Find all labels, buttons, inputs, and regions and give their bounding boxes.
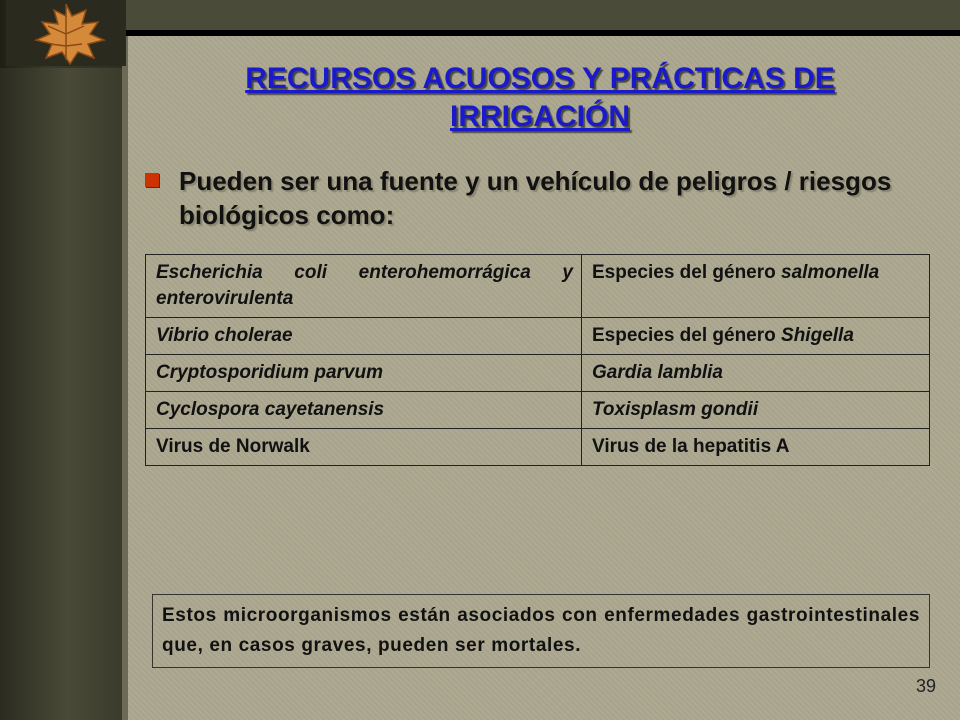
table-row — [146, 355, 930, 392]
cell-text: Especies del género — [592, 262, 782, 283]
table-row — [146, 255, 930, 318]
left-sidebar-inner — [0, 68, 122, 720]
note-box: Estos microorganismos están asociados con enfermedades gastrointestinales que, en casos graves, pueden ser mortales. — [152, 594, 930, 668]
table-cell — [582, 318, 930, 355]
table-cell: Vibrio cholerae — [146, 318, 582, 355]
title-line-1: RECURSOS ACUOSOS Y PRÁCTICAS DE — [245, 62, 835, 95]
table-row — [146, 392, 930, 429]
panel-edge-shadow — [122, 36, 128, 720]
cell-text: Especies del género — [592, 325, 782, 346]
page-number: 39 — [916, 676, 937, 696]
table-cell: Virus de Norwalk — [146, 429, 582, 466]
top-strip — [122, 0, 960, 30]
table-row — [146, 318, 930, 355]
autumn-leaf-icon — [6, 0, 126, 66]
table-row — [146, 429, 930, 466]
slide-title — [160, 60, 920, 136]
table-cell: Cyclospora cayetanensis — [146, 392, 582, 429]
square-bullet-icon — [145, 173, 159, 187]
cell-italic-text: salmonella — [781, 262, 880, 283]
table-cell: Gardia lamblia — [582, 355, 930, 392]
bullet-text: Pueden ser una fuente y un vehículo de peligros / riesgos biológicos como: — [179, 166, 892, 230]
table-cell: Escherichia coli enterohemorrágica y enterovirulenta — [146, 255, 582, 318]
table-cell: Toxisplasm gondii — [582, 392, 930, 429]
table-cell: Virus de la hepatitis A — [582, 429, 930, 466]
table-cell — [582, 255, 930, 318]
microorganisms-table — [145, 254, 930, 466]
table-cell: Cryptosporidium parvum — [146, 355, 582, 392]
cell-italic-text: Shigella — [781, 325, 854, 346]
title-line-2: IRRIGACIÓN — [450, 100, 630, 133]
